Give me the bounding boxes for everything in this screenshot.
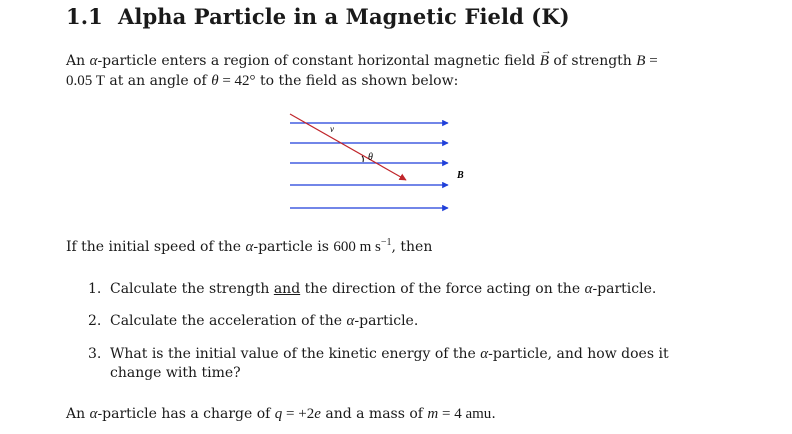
- alpha-symbol: α: [89, 406, 98, 422]
- field-strength-value: 0.05 T: [66, 73, 105, 89]
- footer-text: .: [491, 406, 496, 422]
- charge-symbol: q: [274, 406, 283, 422]
- alpha-symbol: α: [245, 239, 254, 255]
- field-strength-symbol: B: [636, 53, 646, 69]
- angle-label: θ: [368, 152, 373, 163]
- alpha-symbol: α: [346, 313, 355, 329]
- intro-text: to the field as shown below:: [255, 73, 459, 89]
- mass-symbol: m: [427, 406, 439, 422]
- question-text: What is the initial value of the kinetic energy of the: [110, 346, 481, 362]
- question-number: 1.: [88, 281, 102, 297]
- speed-unit-exponent: −1: [380, 237, 392, 248]
- intro-line-2: [66, 71, 658, 91]
- alpha-symbol: α: [89, 53, 98, 69]
- section-number: 1.1: [66, 4, 103, 29]
- question-number: 3.: [88, 346, 102, 362]
- intro-text: -particle enters a region of constant horizontal magnetic field: [97, 53, 540, 69]
- question-item-1: [88, 280, 656, 299]
- question-item-2: [88, 312, 418, 331]
- question-text: -particle, and how does it: [488, 346, 669, 362]
- intro-line-1: [66, 51, 658, 71]
- question-text: -particle.: [354, 313, 419, 329]
- speed-text: -particle is: [253, 239, 334, 255]
- question-text: Calculate the strength: [110, 281, 274, 297]
- question-item-3: [88, 345, 669, 383]
- question-text: -particle.: [592, 281, 657, 297]
- question-text: Calculate the acceleration of the: [110, 313, 347, 329]
- mass-value: = 4 amu: [438, 406, 492, 422]
- speed-text: If the initial speed of the: [66, 239, 246, 255]
- question-number: 2.: [88, 313, 102, 329]
- intro-text: at an angle of: [104, 73, 212, 89]
- footer-text: and a mass of: [320, 406, 428, 422]
- speed-paragraph: [66, 237, 432, 257]
- intro-paragraph: [66, 51, 658, 91]
- footer-text: -particle has a charge of: [97, 406, 275, 422]
- angle-value: = 42°: [218, 73, 256, 89]
- alpha-symbol: α: [584, 281, 593, 297]
- footer-paragraph: [66, 404, 496, 424]
- section-heading: [66, 4, 570, 29]
- speed-value: 600 m s: [333, 239, 381, 255]
- angle-arc: [362, 156, 363, 162]
- elementary-charge-symbol: e: [314, 406, 321, 422]
- alpha-symbol: α: [480, 346, 489, 362]
- speed-text: , then: [391, 239, 433, 255]
- intro-text: An: [66, 53, 90, 69]
- footer-text: An: [66, 406, 90, 422]
- question-text: the direction of the force acting on the: [300, 281, 585, 297]
- theta-symbol: θ: [211, 73, 219, 89]
- velocity-arrow: [290, 114, 406, 180]
- intro-text: of strength: [548, 53, 637, 69]
- equals-sign: =: [645, 53, 658, 69]
- field-label: B: [457, 170, 464, 181]
- charge-value: = +2: [282, 406, 315, 422]
- field-diagram: [282, 110, 462, 215]
- underlined-word: and: [273, 281, 301, 297]
- section-title: Alpha Particle in a Magnetic Field (K): [118, 4, 570, 29]
- field-vector-symbol: → B: [540, 51, 549, 71]
- velocity-label: v: [330, 124, 334, 134]
- question-text-continued: change with time?: [110, 365, 241, 381]
- field-lines: [290, 123, 448, 208]
